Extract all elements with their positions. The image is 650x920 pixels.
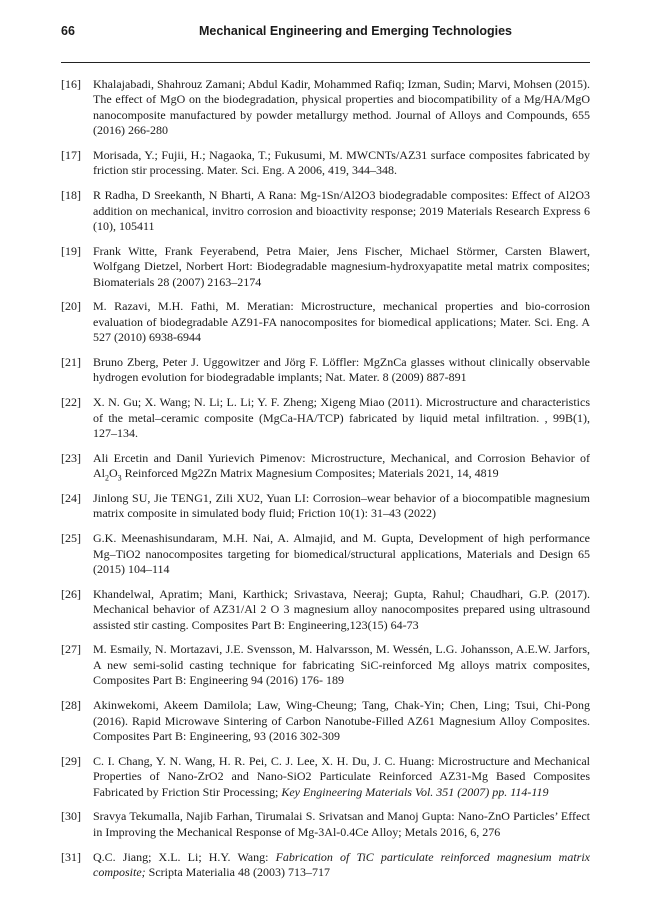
reference-text-part: Q.C. Jiang; X.L. Li; H.Y. Wang: [93, 849, 276, 864]
reference-number: [18] [61, 188, 81, 203]
reference-number: [23] [61, 450, 81, 465]
reference-number: [29] [61, 753, 81, 768]
reference-text: X. N. Gu; X. Wang; N. Li; L. Li; Y. F. Zheng; Xigeng Miao (2011). Microstructure and characteristics of the metal–ceramic composite (MgCa-HA/TCP) fabricated by liquid metal infiltration. , 99B(1), 127–134. [93, 395, 590, 441]
reference-number: [30] [61, 809, 81, 824]
reference-number: [26] [61, 586, 81, 601]
reference-text-part: Scripta Materialia 48 (2003) 713–717 [145, 864, 330, 879]
reference-text: Frank Witte, Frank Feyerabend, Petra Maier, Jens Fischer, Michael Störmer, Carsten Blawert, Wolfgang Dietzel, Norbert Hort: Biodegradable magnesium-hydroxyapatite metal matrix composites; Biomaterials 28 (2007) 2163–2174 [93, 243, 590, 289]
reference-text: Sravya Tekumalla, Najib Farhan, Tirumalai S. Srivatsan and Manoj Gupta: Nano-ZnO Particles’ Effect in Improving the Mechanical Response of Mg-3Al-0.4Ce Alloy; Metals 2016, 6, 276 [93, 809, 590, 839]
reference-number: [27] [61, 642, 81, 657]
reference-number: [31] [61, 849, 81, 864]
reference-list [61, 77, 590, 890]
reference-item [61, 850, 590, 881]
reference-text-part: O [109, 466, 118, 481]
reference-item [61, 188, 590, 234]
reference-number: [25] [61, 531, 81, 546]
reference-text: M. Razavi, M.H. Fathi, M. Meratian: Microstructure, mechanical properties and bio-corrosion evaluation of biodegradable AZ91-FA nanocomposites for biomedical applications; Mater. Sci. Eng. A 527 (2010) 6938-6944 [93, 299, 590, 345]
reference-item [61, 451, 590, 482]
reference-number: [20] [61, 299, 81, 314]
reference-text [93, 451, 590, 482]
reference-item [61, 754, 590, 800]
reference-number: [22] [61, 395, 81, 410]
reference-item [61, 642, 590, 688]
reference-item [61, 491, 590, 522]
reference-text: M. Esmaily, N. Mortazavi, J.E. Svensson, M. Halvarsson, M. Wessén, L.G. Johansson, A.E.W. Jarfors, A new semi-solid casting technique for fabricating SiC-reinforced Mg alloys matrix composites, Composites Part B: Engineering 94 (2016) 176- 189 [93, 642, 590, 688]
reference-text [93, 754, 590, 800]
reference-item [61, 531, 590, 577]
reference-text-part: Reinforced Mg2Zn Matrix Magnesium Composites; Materials 2021, 14, 4819 [121, 466, 499, 481]
reference-text: Jinlong SU, Jie TENG1, Zili XU2, Yuan LI: Corrosion–wear behavior of a biocompatible magnesium matrix composite in simulated body fluid; Friction 10(1): 31–43 (2022) [93, 491, 590, 521]
reference-text-italic: Fabrication of TiC particulate reinforced magnesium matrix composite; [93, 849, 590, 879]
reference-item [61, 244, 590, 290]
reference-text: R Radha, D Sreekanth, N Bharti, A Rana: Mg-1Sn/Al2O3 biodegradable composites: Effect of Al2O3 addition on mechanical, invitro corrosion and bioactivity response; 2019 Materials Research Express 6 (10), 105411 [93, 188, 590, 234]
reference-text: Morisada, Y.; Fujii, H.; Nagaoka, T.; Fukusumi, M. MWCNTs/AZ31 surface composites fabricated by friction stir processing. Mater. Sci. Eng. A 2006, 419, 344–348. [93, 148, 590, 178]
reference-number: [19] [61, 243, 81, 258]
page-number: 66 [61, 24, 75, 38]
reference-item [61, 77, 590, 139]
reference-number: [21] [61, 355, 81, 370]
reference-number: [16] [61, 77, 81, 91]
page-header [61, 21, 590, 43]
reference-text: G.K. Meenashisundaram, M.H. Nai, A. Almajid, and M. Gupta, Development of high performance Mg–TiO2 nanocomposites targeting for biomedical/structural applications, Materials and Design 65 (2015) 104–114 [93, 531, 590, 577]
reference-item [61, 148, 590, 179]
header-rule [61, 62, 590, 63]
subscript: 3 [117, 473, 122, 483]
reference-item [61, 809, 590, 840]
reference-text-part: Ali Ercetin and Danil Yurievich Pimenov: Microstructure, Mechanical, and Corrosion Behavior of Al [93, 450, 590, 481]
reference-item [61, 299, 590, 345]
reference-item [61, 395, 590, 441]
reference-item [61, 355, 590, 386]
reference-text: Bruno Zberg, Peter J. Uggowitzer and Jörg F. Löffler: MgZnCa glasses without clinically observable hydrogen evolution for biodegradable implants; Nat. Mater. 8 (2009) 887-891 [93, 355, 590, 385]
reference-item [61, 587, 590, 633]
running-title: Mechanical Engineering and Emerging Technologies [198, 24, 513, 38]
reference-text [93, 850, 590, 881]
reference-number: [24] [61, 491, 81, 506]
reference-text: Akinwekomi, Akeem Damilola; Law, Wing-Cheung; Tang, Chak-Yin; Chen, Ling; Tsui, Chi-Pong (2016). Rapid Microwave Sintering of Carbon Nanotube-Filled AZ61 Magnesium Alloy Composites. Composites Part B: Engineering, 93 (2016 302-309 [93, 698, 590, 743]
reference-item [61, 698, 590, 744]
reference-text-part: C. I. Chang, Y. N. Wang, H. R. Pei, C. J. Lee, X. H. Du, J. C. Huang: Microstructure and Mechanical Properties of Nano-ZrO2 and Nano-SiO2 Particulate Reinforced AZ31-Mg Based Composites Fabricated by Friction Stir Processing; [93, 753, 590, 799]
reference-number: [28] [61, 698, 81, 713]
reference-text: Khandelwal, Apratim; Mani, Karthick; Srivastava, Neeraj; Gupta, Rahul; Chaudhari, G.P. (2017). Mechanical behavior of AZ31/Al 2 O 3 magnesium alloy nanocomposites prepared using ultrasound assisted stir casting. Composites Part B: Engineering,123(15) 64-73 [93, 586, 590, 632]
subscript: 2 [105, 473, 109, 483]
reference-text: Khalajabadi, Shahrouz Zamani; Abdul Kadir, Mohammed Rafiq; Izman, Sudin; Marvi, Mohsen (2015). The effect of MgO on the biodegradation, physical properties and biocompatibility of a Mg/HA/MgO nanocomposite manufactured by powder metallurgy method. Journal of Alloys and Compounds, 655 (2016) 266-280 [93, 77, 590, 138]
reference-text-italic: Key Engineering Materials Vol. 351 (2007) pp. 114-119 [281, 784, 549, 799]
reference-number: [17] [61, 148, 81, 163]
